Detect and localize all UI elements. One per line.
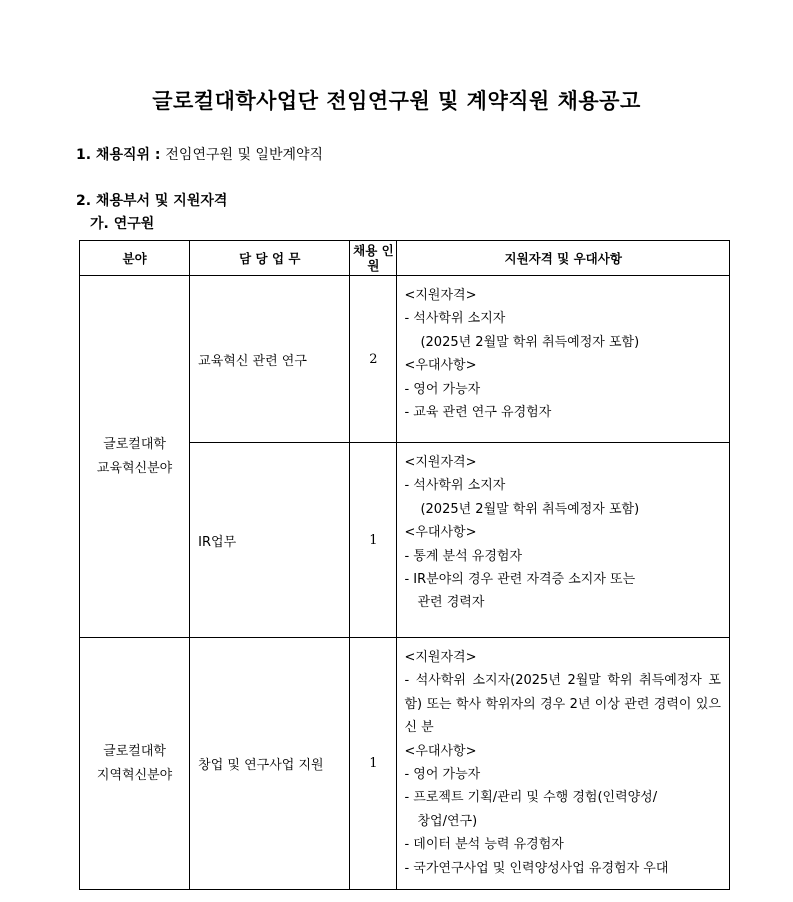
section-1-colon: : (154, 147, 161, 163)
qualifications-cell (397, 638, 730, 890)
field-line: 글로컬대학 (103, 436, 166, 452)
table-row (80, 638, 730, 890)
field-cell (80, 638, 190, 890)
field-line: 지역혁신분야 (96, 767, 173, 783)
qualification-line: (2025년 2월말 학위 취득예정자 포함) (420, 501, 640, 517)
section-1-value: 전임연구원 및 일반계약직 (165, 147, 324, 163)
header-duty: 담 당 업 무 (190, 241, 350, 276)
duty-cell: IR업무 (190, 443, 350, 638)
qualification-line: - IR분야의 경우 관련 자격증 소지자 또는 (404, 572, 636, 588)
qualification-line: 창업/연구) (417, 813, 478, 829)
field-line: 교육혁신분야 (96, 460, 173, 476)
section-1 (76, 144, 323, 164)
duty-cell: 창업 및 연구사업 지원 (190, 638, 350, 890)
header-qualifications: 지원자격 및 우대사항 (397, 241, 730, 276)
field-cell (80, 276, 190, 638)
qualifications-cell (397, 443, 730, 638)
qualification-line: - 영어 가능자 (404, 767, 481, 783)
section-2-subheading: 가. 연구원 (90, 216, 155, 232)
qualification-line: - 석사학위 소지자 (404, 311, 506, 327)
qualification-line: <우대사항> (404, 525, 477, 541)
qualification-line: <지원자격> (404, 288, 477, 303)
qualification-line: - 국가연구사업 및 인력양성사업 유경험자 우대 (404, 860, 669, 876)
qualification-line: <지원자격> (404, 650, 477, 665)
table-row (80, 276, 730, 443)
table-body (80, 276, 730, 890)
header-count: 채용 인원 (350, 241, 397, 276)
qualification-line: <우대사항> (404, 358, 477, 374)
field-line: 글로컬대학 (103, 743, 166, 759)
count-cell: 1 (350, 638, 397, 890)
count-cell: 1 (350, 443, 397, 638)
document-title: 글로컬대학사업단 전임연구원 및 계약직원 채용공고 (152, 89, 641, 113)
qualification-line: <지원자격> (404, 455, 477, 470)
header-field: 분야 (80, 241, 190, 276)
qualification-line: 관련 경력자 (417, 595, 485, 611)
qualification-line: - 석사학위 소지자(2025년 2월말 학위 취득예정자 포함) 또는 학사 학위자의 경우 2년 이상 관련 경력이 있으신 분 (404, 673, 721, 736)
qualification-line: (2025년 2월말 학위 취득예정자 포함) (420, 334, 640, 350)
count-cell: 2 (350, 276, 397, 443)
qualification-line: - 교육 관련 연구 유경험자 (404, 405, 552, 421)
qualification-line: - 영어 가능자 (404, 381, 481, 397)
section-2-heading: 2. 채용부서 및 지원자격 (76, 193, 228, 209)
section-1-label: 1. 채용직위 (76, 147, 151, 163)
recruitment-table (79, 240, 730, 890)
duty-cell: 교육혁신 관련 연구 (190, 276, 350, 443)
table-header-row (80, 241, 730, 276)
qualification-line: - 석사학위 소지자 (404, 478, 506, 494)
qualification-line: - 데이터 분석 능력 유경험자 (404, 837, 564, 853)
qualification-line: - 통계 분석 유경험자 (404, 548, 523, 564)
qualifications-cell (397, 276, 730, 443)
qualification-line: <우대사항> (404, 743, 477, 759)
qualification-line: - 프로젝트 기획/관리 및 수행 경험(인력양성/ (404, 790, 658, 806)
